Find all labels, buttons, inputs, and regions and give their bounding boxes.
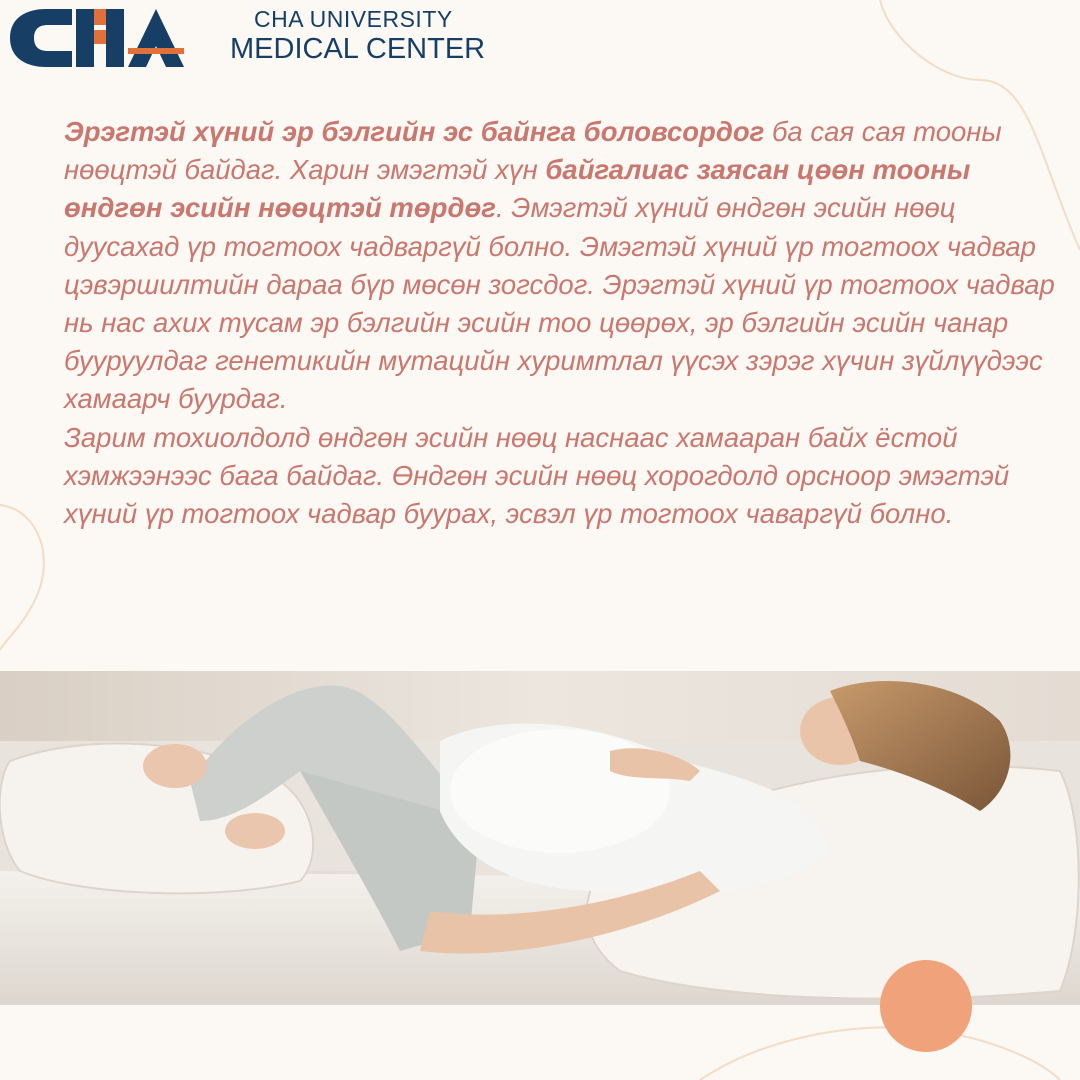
body-text: ба сая сая тооны нөөцтэй байдаг. Харин эмэгтэй хүн bbox=[64, 116, 1002, 186]
emphasis-text: Эрэгтэй хүний эр бэлгийн эс байнга боловсордог bbox=[64, 116, 765, 147]
org-name-line2: MEDICAL CENTER bbox=[230, 33, 486, 65]
hero-photo bbox=[0, 671, 1080, 1005]
accent-circle bbox=[880, 960, 972, 1052]
org-name-line1: CHA UNIVERSITY bbox=[254, 6, 453, 32]
emphasis-text: байгалиас заясан цөөн тооны өндгөн эсийн нөөцтэй төрдөг bbox=[64, 154, 971, 224]
paragraph-1 bbox=[64, 113, 1064, 419]
paragraph-2: Зарим тохиолдолд өндгөн эсийн нөөц наснаас хамааран байх ёстой хэмжээнээс бага байдаг. Өндгөн эсийн нөөц хорогдолд орсноор эмэгтэй хүний үр тогтоох чадвар буурах, эсвэл үр тогтоох чаваргүй болно. bbox=[64, 421, 1010, 530]
body-text: . Эмэгтэй хүний өндгөн эсийн нөөц дуусахад үр тогтоох чадваргүй болно. Эмэгтэй хүний үр тогтоох чадвар цэвэршилтийн дараа бүр мөсөн зогсдог. Эрэгтэй хүний үр тогтоох чадвар нь нас ахих тусам эр бэлгийн эсийн тоо цөөрөх, эр бэлгийн эсийн чанар бууруулдаг генетикийн мутацийн хуримтлал үүсэх зэрэг хүчин зүйлүүдээс хамаарч буурдаг. bbox=[64, 192, 1055, 415]
article-text bbox=[64, 113, 1064, 533]
cha-logo-icon bbox=[10, 8, 186, 68]
org-name bbox=[230, 6, 485, 66]
